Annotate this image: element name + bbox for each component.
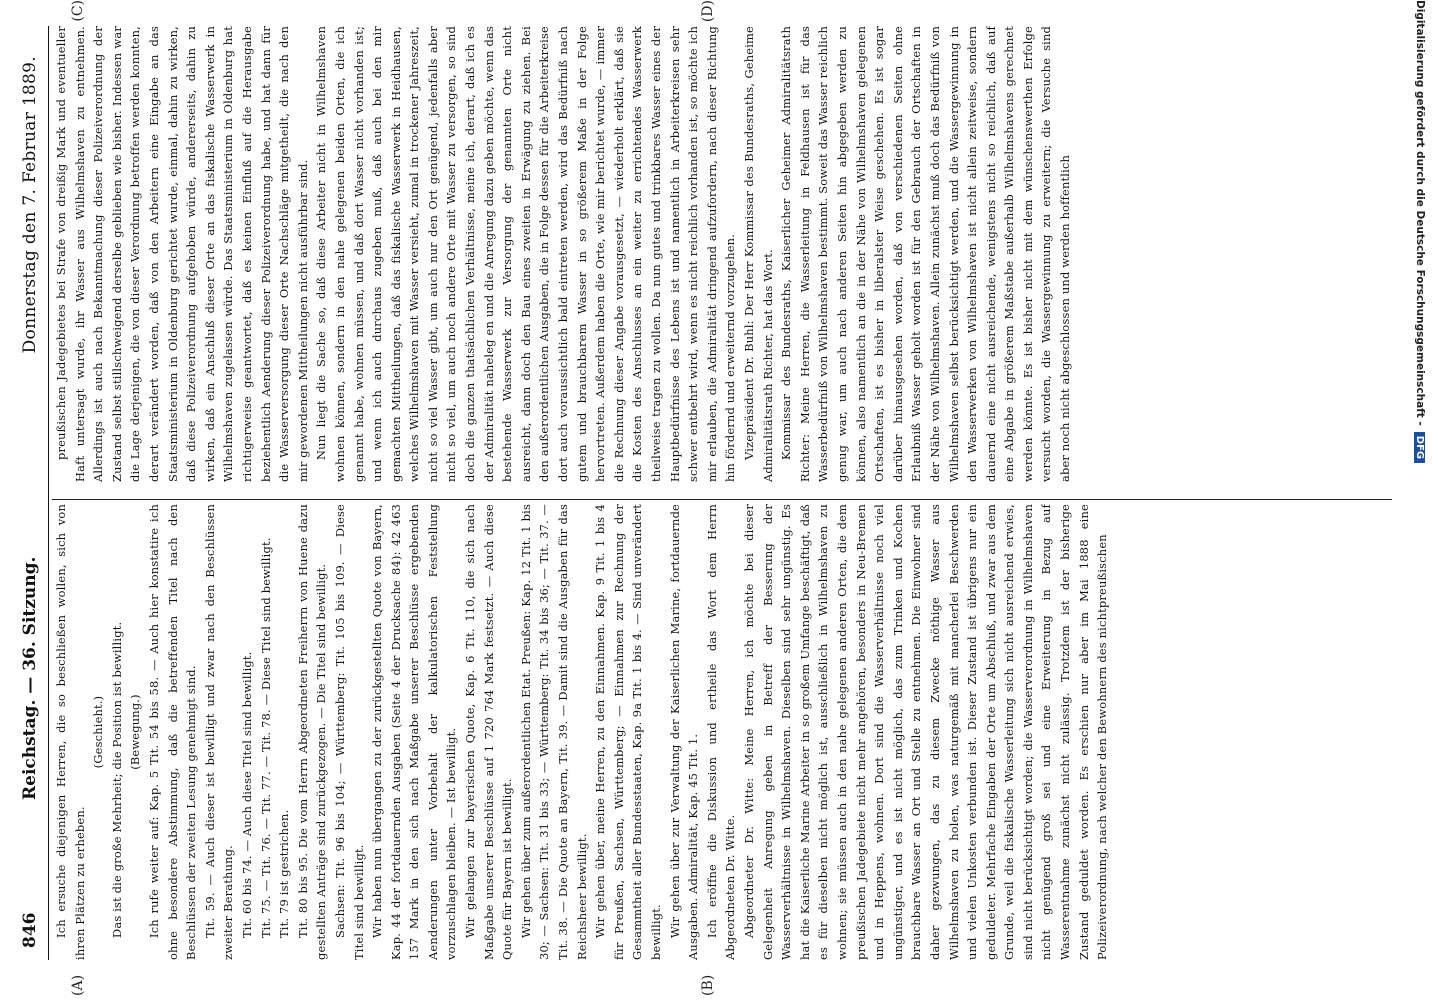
paragraph: Kommissar des Bundesraths, Kaiserlicher Geheimer Admiralitätsrath Richter: Meine Herren, die Wasserleitung in Feldhausen ist für das Wasserbedürfniß von Wilhelmshaven bestimmt. Soweit das Wasser reichlich genug war, um auch nach anderen Seiten hin abgegeben werden zu können, also namentlich an die in der Nähe von Wilhelmshaven gelegenen Ortschaften, ist es bisher in liberalster Weise geschehen. Es ist sogar darüber hinausgesehen worden, daß von verschiedenen Seiten ohne Erlaubniß Wasser geholt worden ist für den Gebrauch der Ortschaften in der Nähe von Wilhelmshaven. Allein zunächst muß doch das Bedürfniß von Wilhelmshaven selbst berücksichtigt werden, und die Wassergewinnung in den Wasserwerken von Wilhelmshaven ist nicht allein zeitweise, sondern dauernd eine nicht ausreichende, wenigstens nicht so reichlich, daß auf eine Abgabe in größerem Maßstabe außerhalb Wilhelmshavens gerechnet werden könnte. Es ist bisher nicht mit dem wünschenswerthen Erfolge versucht worden, die Wassergewinnung zu erweitern; die Versuche sind aber noch nicht abgeschlossen und werden hoffentlich xyxy=(779,26,1073,482)
paragraph: Nun liegt die Sache so, daß diese Arbeiter nicht in Wilhelmshaven wohnen können, sondern in den nahe gelegenen beiden Orten, die ich genannt habe, wohnen müssen, und daß dort Wasser nicht vorhanden ist; und wenn ich auch durchaus zugeben muß, daß auch bei den mir gemachten Mittheilungen, daß das fiskalische Wasserwerk in Heidhausen, welches Wilhelmshaven mit Wasser versieht, zumal in trockener Jahreszeit, nicht so viel Wasser gibt, um auch nur den Ort genügend, jedenfalls aber nicht so viel, um auch noch andere Orte mit Wasser zu versorgen, so sind doch die ganzen thatsächlichen Verhältnisse, meine ich, derart, daß ich es der Admiralität naheleg en und die Anregung dazu geben möchte, wenn das bestehende Wasserwerk zur Versorgung der genannten Orte nicht ausreicht, dann doch den Bau eines zweiten in Erwägung zu ziehen. Bei den außerordentlichen Ausgaben, die in Folge dessen für die Arbeiterkreise dort auch voraussichtlich bald eintreten werden, wird das Bedürfniß nach gutem und brauchbarem Wasser in so größerem Maße in der Folge hervortreten. Außerdem haben die Orte, wie mir berichtet wurde, — immer die Rechnung dieser Angabe vorausgesetzt, — wiederholt erklärt, daß sie die Kosten des Anschlusses an ein weiter zu errichtendes Wasserwerk theilweise tragen zu wollen. Da nun gutes und trinkbares Wasser eines der Hauptbedürfnisse des Lebens ist und namentlich in Arbeiterkreisen sehr schwer entbehrt wird, wenn es nicht reichlich vorhanden ist, so möchte ich mir erlauben, die Admiralität dringend aufzufordern, nach dieser Richtung hin fördernd und erweiternd vorzugehen. xyxy=(314,26,738,482)
dfg-logo: DFG xyxy=(1414,432,1425,463)
paragraph: (Geschieht.) xyxy=(91,695,106,769)
paragraph: Abgeordneter Dr. Witte: Meine Herren, ich möchte bei dieser Gelegenheit Anregung geben in Betreff der Besserung der Wasserverhältnisse in Wilhelmshaven. Dieselben sind sehr ungünstig. Es hat die Kaiserliche Marine Arbeiter in so großem Umfange beschäftigt, daß es für dieselben nicht möglich ist, ausschließlich in Wilhelmshaven zu wohnen; sie müssen auch in den nahe gelegenen anderen Orten, die dem preußischen Jadegebiete nicht mehr angehören, besonders in Neu-Bremen und in Heppens, wohnen. Dort sind die Wasserverhältnisse noch viel ungünstiger, und es ist nicht möglich, das zum Trinken und Kochen brauchbare Wasser an Ort und Stelle zu entnehmen. Die Einwohner sind daher gezwungen, das zu diesem Zwecke nöthige Wasser aus Wilhelmshaven zu holen, was naturgemäß mit mancherlei Beschwerden und vielen Unkosten verbunden ist. Dieser Zustand ist übrigens nur ein geduldeter. Mehrfache Eingaben der Orte um Abschluß, und zwar aus dem Grunde, weil die fiskalische Wasserleitung sich nicht ausreichend erwies, sind nicht berücksichtigt worden; die Wasserverordnung in Wilhelmshaven nicht genügend groß sei und eine Erweiterung in Bezug auf Wasserentnahme zunächst nicht zulässig. Trotzdem ist der bisherige Zustand geduldet worden. Es erschien nur aber im Mai 1888 eine Polizeiverordnung, nach welcher den Bewohnern des nichtpreußischen xyxy=(741,504,1110,960)
margin-marker-d: (D) xyxy=(700,0,716,23)
margin-marker-a: (A) xyxy=(70,974,86,996)
paragraph: Tit. 59. — Auch dieser ist bewilligt und zwar nach den Beschlüssen zweiter Berathung. xyxy=(202,504,236,960)
paragraph: Ich ersuche diejenigen Herren, die so beschließen wollen, sich von ihren Plätzen zu erheben. xyxy=(54,504,87,960)
column-separator xyxy=(52,499,1392,500)
margin-marker-b: (B) xyxy=(700,974,716,996)
margin-marker-c: (C) xyxy=(70,0,86,22)
paragraph: Tit. 80 bis 95. Die vom Herrn Abgeordneten Freiherrn von Huene dazu gestellten Anträge sind zurückgezogen. — Die Titel sind bewilligt. xyxy=(295,504,329,960)
paragraph: preußischen Jadegebietes bei Strafe von dreißig Mark und eventueller Haft untersagt wurde, ihr Wasser aus Wilhelmshaven zu entnehmen. Allerdings ist auch nach Bekanntmachung dieser Polizeiverordnung der Zustand selbst stillschweigend derselbe geblieben wie bisher. Indessen war die Lage derjenigen, die von dieser Verordnung betroffen werden konnten, derart verändert worden, daß von den Arbeitern eine Eingabe an das Staatsministerium in Oldenburg gerichtet wurde, einmal, dahin zu wirken, daß diese Polizeiverordnung aufgehoben würde, andererseits, dahin zu wirken, daß ein Anschluß dieser Orte an das fiskalische Wasserwerk in Wilhelmshaven zugelassen würde. Das Staatsministerium in Oldenburg hat richtigerweise geantwortet, daß es keinen Einfluß auf die Herausgabe beziehentlich Aenderung dieser Polizeiverordnung habe, und hat dann für die Wasserversorgung dieser Orte Nachschläge mitgetheilt, die nach den mir gewordenen Mittheilungen nicht ausführbar sind. xyxy=(54,26,310,482)
right-column xyxy=(52,26,1402,482)
page-header xyxy=(14,26,49,960)
paragraph: Tit. 75. — Tit. 76. — Tit. 77. — Tit. 78. — Diese Titel sind bewilligt. xyxy=(258,537,273,938)
paragraph: Sachsen: Tit. 96 bis 104; — Württemberg: Tit. 105 bis 109. — Diese Titel sind bewilligt. xyxy=(332,504,366,960)
header-date: Donnerstag den 7. Februar 1889. xyxy=(20,56,40,354)
paragraph: Wir gelangen zur bayerischen Quote, Kap. 6 Tit. 110, die sich nach Maßgabe unserer Beschlüsse auf 1 720 764 Mark festsetzt. — Auch diese Quote für Bayern ist bewilligt. xyxy=(463,504,515,960)
paragraph: Ich rufe weiter auf: Kap. 5 Tit. 54 bis 58. — Auch hier konstatire ich ohne besondere Abstimmung, daß die betreffenden Titel nach den Beschlüssen der zweiten Lesung genehmigt sind. xyxy=(146,504,199,960)
paragraph: (Bewegung.) xyxy=(128,694,143,770)
paragraph: Das ist die große Mehrheit; die Position ist bewilligt. xyxy=(109,621,124,938)
credit-text: Digitalisierung gefördert durch die Deutsche Forschungsgemeinschaft - xyxy=(1414,0,1426,426)
paragraph: Wir gehen über zum außerordentlichen Etat. Preußen: Kap. 12 Tit. 1 bis 30; — Sachsen: Tit. 31 bis 33; — Württemberg: Tit. 34 bis 36; — Tit. 37. — Tit. 38. — Die Quote an Bayern, Tit. 39. — Damit sind die Ausgaben für das Reichsheer bewilligt. xyxy=(518,504,589,960)
paragraph: Tit. 60 bis 74. — Auch diese Titel sind bewilligt. xyxy=(239,651,254,938)
digitization-credit xyxy=(1408,0,1428,1000)
paragraph: Tit. 79 ist gestrichen. xyxy=(277,809,292,938)
paragraph: Wir gehen über, meine Herren, zu den Einnahmen. Kap. 9 Tit. 1 bis 4 für Preußen, Sachsen, Württemberg; — Einnahmen zur Rechnung der Gesammtheit aller Bundesstaaten, Kap. 9a Tit. 1 bis 4. — Sind unverändert bewilligt. xyxy=(593,504,663,960)
left-column xyxy=(52,504,1402,960)
paragraph: Wir gehen über zur Verwaltung der Kaiserlichen Marine, fortdauernde Ausgaben. Admiralität, Kap. 45 Tit. 1. xyxy=(667,504,701,960)
paragraph: Ich eröffne die Diskussion und ertheile das Wort dem Herrn Abgeordneten Dr. Witte. xyxy=(704,504,738,960)
paragraph: Wir haben nun übergangen zu der zurückgestellten Quote von Bayern, Kap. 44 der fortdauernden Ausgaben (Seite 4 der Drucksache 84): 42 463 157 Mark in den sich nach Maßgabe unserer Beschlüsse ergebenden Aenderungen unter Vorbehalt der kalkulatorischen Feststellung vorzuschlagen bleiben. — Ist bewilligt. xyxy=(370,504,459,960)
header-title: Reichstag. — 36. Sitzung. xyxy=(20,556,40,800)
paragraph: Vizepräsident Dr. Buhl: Der Herr Kommissar des Bundesraths, Geheime Admiralitätsrath Richter, hat das Wort. xyxy=(741,26,775,482)
text-columns xyxy=(52,26,1402,960)
page-number: 846 xyxy=(20,912,40,948)
